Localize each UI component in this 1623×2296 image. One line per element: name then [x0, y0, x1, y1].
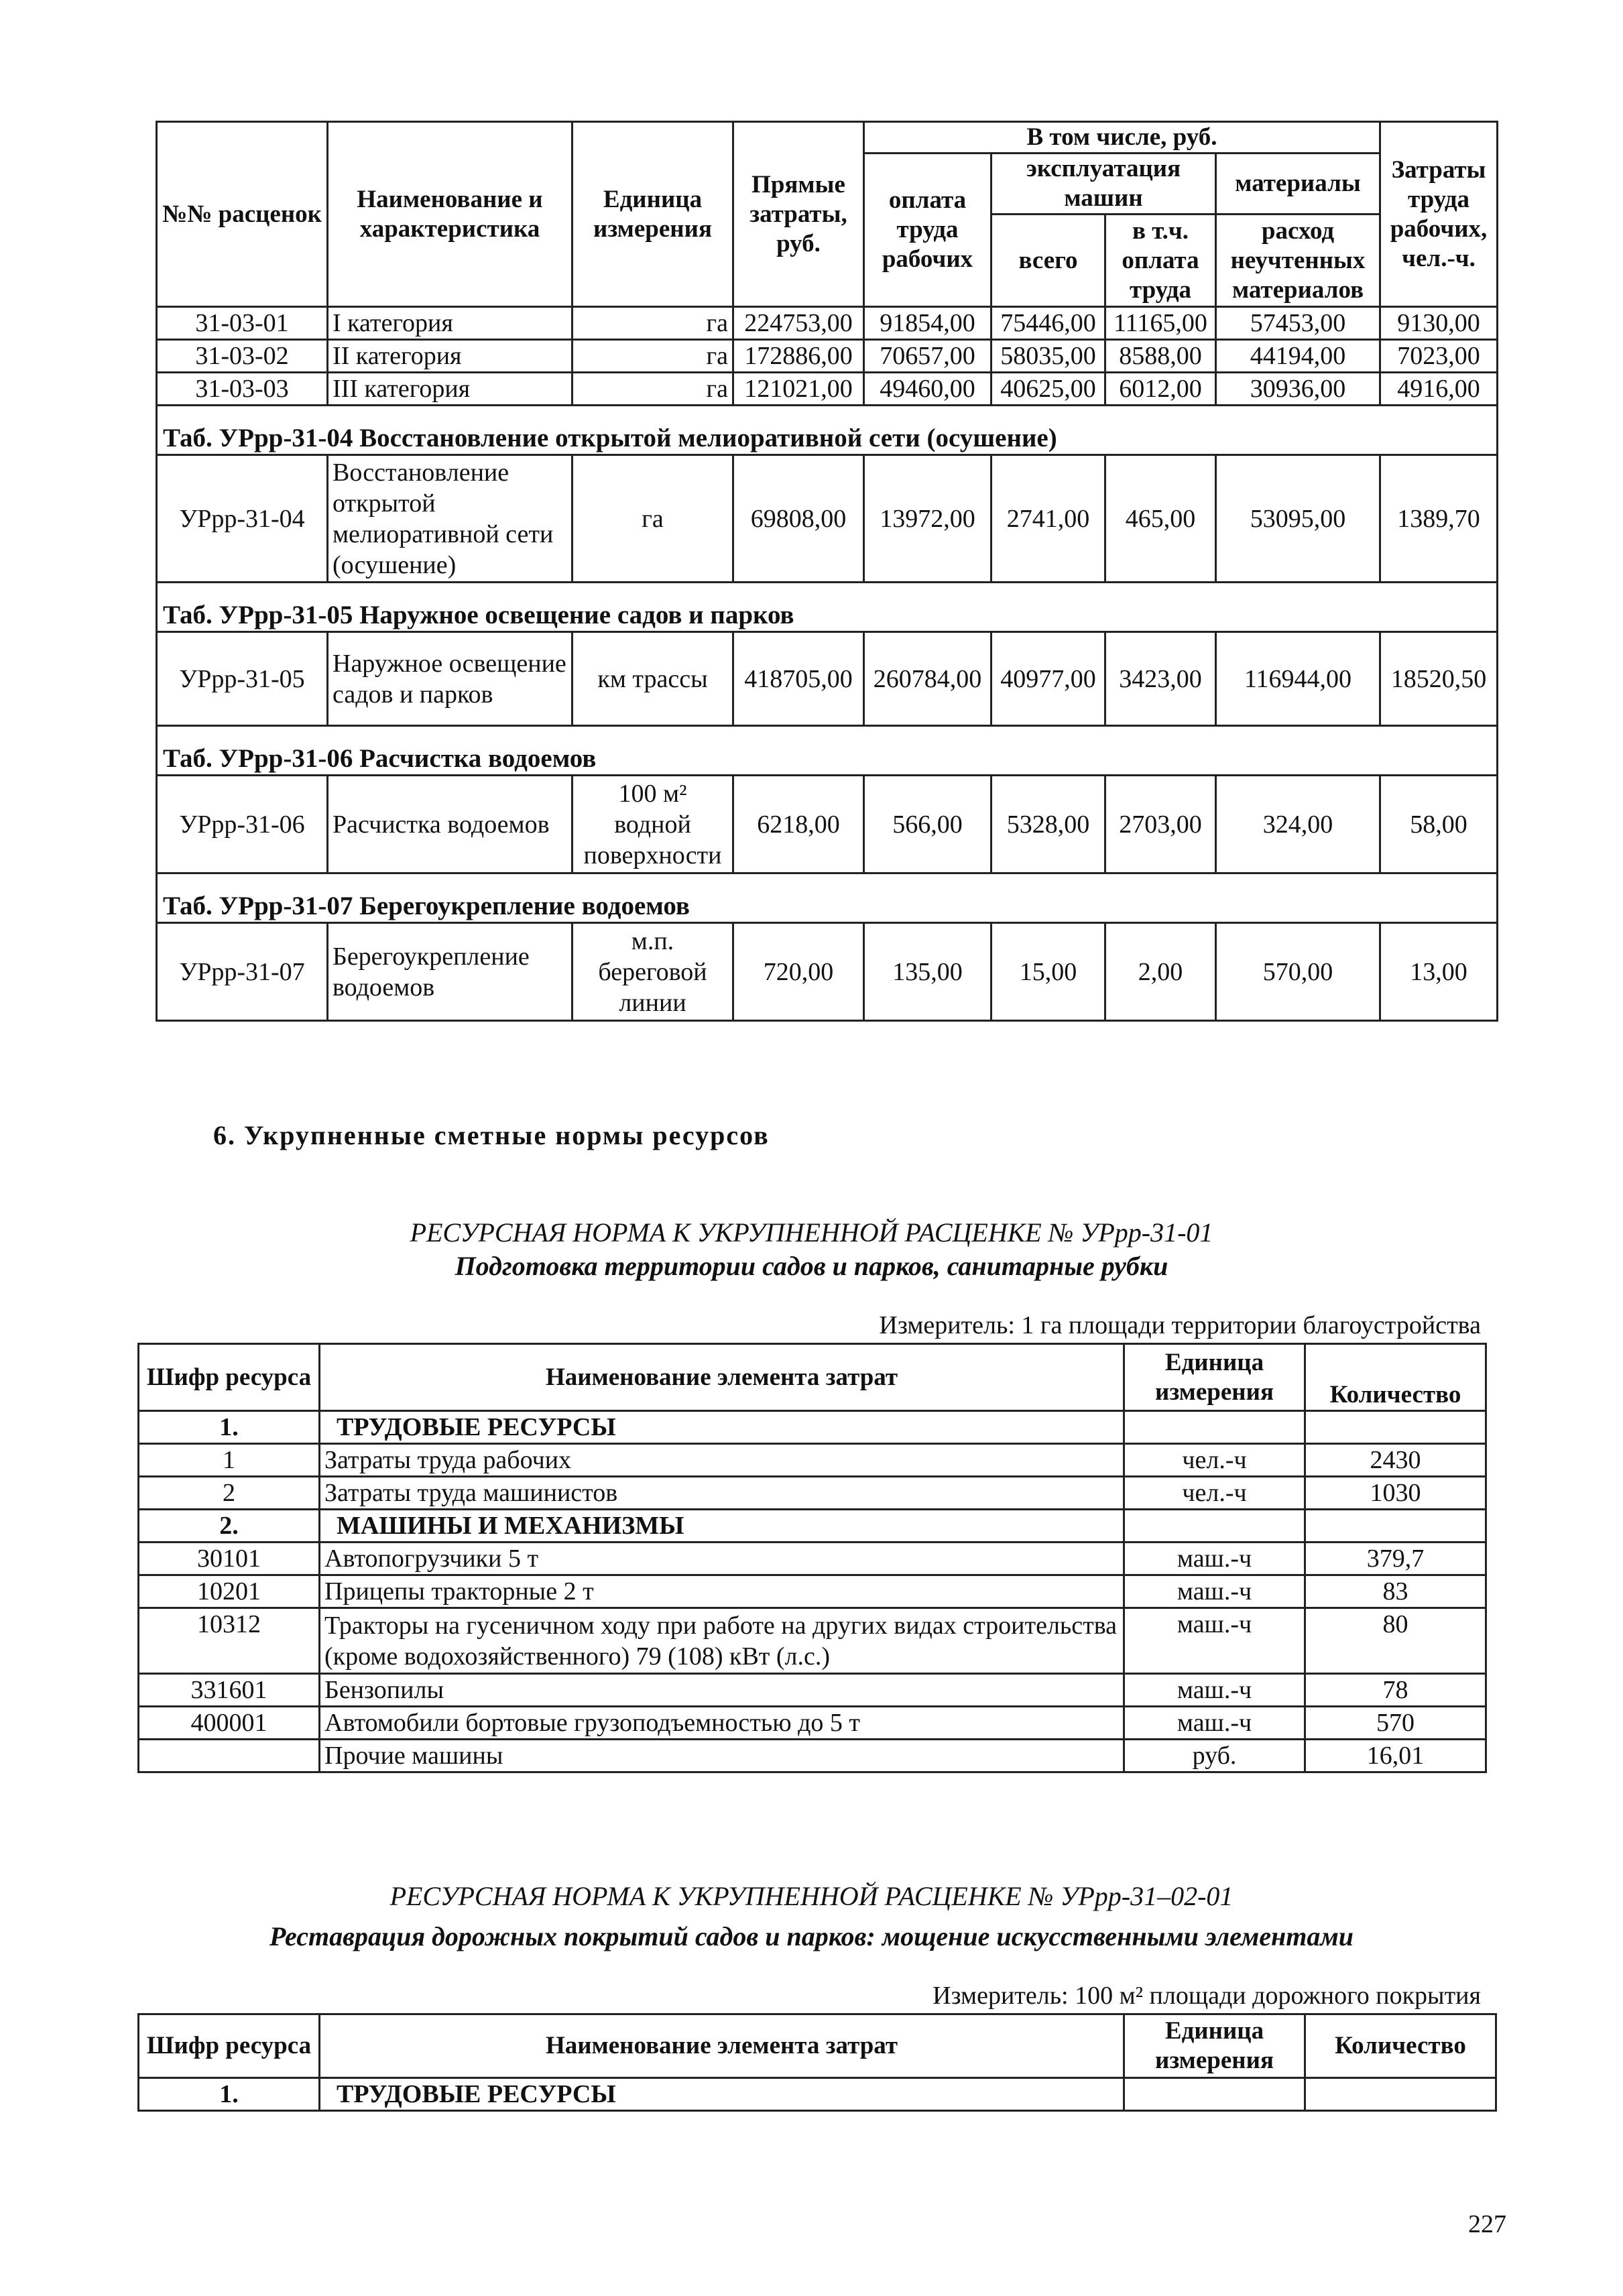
cell-mat: 53095,00	[1216, 455, 1380, 583]
norm2-meter: Измеритель: 100 м² площади дорожного покрытия	[933, 1982, 1481, 2010]
resource-row	[139, 1674, 1486, 1707]
cell-cost: 7023,00	[1380, 340, 1498, 373]
cell-code: 331601	[139, 1674, 320, 1707]
cell-name: II категория	[328, 340, 573, 373]
section-title: Таб. УРрр-31-04 Восстановление открытой мелиоративной сети (осушение)	[157, 406, 1498, 455]
cell-code: 1.	[139, 1411, 320, 1444]
cell-labor: 91854,00	[864, 307, 991, 340]
cell-code: 10312	[139, 1608, 320, 1674]
cell-direct: 172886,00	[733, 340, 864, 373]
cell-unit: га	[573, 373, 733, 406]
cell-unit: 100 м² водной поверхности	[573, 776, 733, 873]
cell-name: Затраты труда рабочих	[320, 1444, 1124, 1477]
resource-row	[139, 1575, 1486, 1608]
cell-direct: 224753,00	[733, 307, 864, 340]
header-unit: Единица измерения	[573, 122, 733, 307]
cell-unit: маш.-ч	[1124, 1608, 1305, 1674]
cell-labor: 49460,00	[864, 373, 991, 406]
section-title: Таб. УРрр-31-07 Берегоукрепление водоемов	[157, 873, 1498, 923]
cell-name: III категория	[328, 373, 573, 406]
cell-mtotal: 5328,00	[991, 776, 1105, 873]
cell-qty: 570	[1305, 1707, 1486, 1740]
resource-row	[139, 1707, 1486, 1740]
cell-direct: 418705,00	[733, 632, 864, 726]
cell-name: Автомобили бортовые грузоподъемностью до 5 т	[320, 1707, 1124, 1740]
cell-cost: 13,00	[1380, 923, 1498, 1021]
cell-labor: 260784,00	[864, 632, 991, 726]
header-labor: оплата труда рабочих	[864, 154, 991, 307]
cell-name: ТРУДОВЫЕ РЕСУРСЫ	[320, 2078, 1124, 2111]
cell-cost: 4916,00	[1380, 373, 1498, 406]
cell-code: УРрр-31-06	[157, 776, 328, 873]
table-row	[157, 455, 1498, 583]
table-row	[157, 923, 1498, 1021]
cell-mat: 44194,00	[1216, 340, 1380, 373]
header-code: Шифр ресурса	[139, 1344, 320, 1411]
group-row	[139, 1510, 1486, 1543]
cell-name: Берегоукрепление водоемов	[328, 923, 573, 1021]
cell-code: УРрр-31-07	[157, 923, 328, 1021]
cell-labor: 70657,00	[864, 340, 991, 373]
norm1-meter: Измеритель: 1 га площади территории благоустройства	[879, 1311, 1481, 1339]
cell-cost: 9130,00	[1380, 307, 1498, 340]
cell-direct: 69808,00	[733, 455, 864, 583]
cell-code: 2.	[139, 1510, 320, 1543]
cell-name: Расчистка водоемов	[328, 776, 573, 873]
cell-mpay: 6012,00	[1105, 373, 1216, 406]
norm2-subtitle: Реставрация дорожных покрытий садов и парков: мощение искусственными элементами	[269, 1921, 1354, 1951]
cell-code: 31-03-02	[157, 340, 328, 373]
cell-qty: 83	[1305, 1575, 1486, 1608]
cell-mat: 570,00	[1216, 923, 1380, 1021]
header-qty: Количество	[1305, 2014, 1496, 2078]
group-row	[139, 2078, 1496, 2111]
cell-qty: 379,7	[1305, 1543, 1486, 1575]
cell-mat: 324,00	[1216, 776, 1380, 873]
cell-mat: 57453,00	[1216, 307, 1380, 340]
cell-qty	[1305, 1510, 1486, 1543]
norm2-table	[137, 2013, 1497, 2112]
header-name: Наименование и характеристика	[328, 122, 573, 307]
cell-name: Восстановление открытой мелиоративной сети (осушение)	[328, 455, 573, 583]
table-row	[157, 340, 1498, 373]
cell-direct: 6218,00	[733, 776, 864, 873]
cell-mtotal: 40625,00	[991, 373, 1105, 406]
cell-mtotal: 40977,00	[991, 632, 1105, 726]
cell-qty: 1030	[1305, 1477, 1486, 1510]
header-mach: эксплуатация машин	[991, 154, 1216, 215]
cell-mpay: 2703,00	[1105, 776, 1216, 873]
cell-unit: маш.-ч	[1124, 1707, 1305, 1740]
cell-name: Бензопилы	[320, 1674, 1124, 1707]
cell-code: 400001	[139, 1707, 320, 1740]
table-row	[157, 632, 1498, 726]
cell-labor: 566,00	[864, 776, 991, 873]
header-cost: Затраты труда рабочих, чел.-ч.	[1380, 122, 1498, 307]
cell-labor: 13972,00	[864, 455, 991, 583]
cell-name: Автопогрузчики 5 т	[320, 1543, 1124, 1575]
norm1-table	[137, 1343, 1487, 1773]
cell-code: УРрр-31-05	[157, 632, 328, 726]
cell-name: МАШИНЫ И МЕХАНИЗМЫ	[320, 1510, 1124, 1543]
resource-row	[139, 1543, 1486, 1575]
group-row	[139, 1411, 1486, 1444]
cell-code: 2	[139, 1477, 320, 1510]
cell-code: 1.	[139, 2078, 320, 2111]
resource-row	[139, 1740, 1486, 1772]
cell-qty	[1305, 1411, 1486, 1444]
table-row	[157, 307, 1498, 340]
cell-code: 31-03-01	[157, 307, 328, 340]
header-mat: материалы	[1216, 154, 1380, 215]
page-number: 227	[1468, 2210, 1506, 2238]
cell-code: УРрр-31-04	[157, 455, 328, 583]
cell-mpay: 11165,00	[1105, 307, 1216, 340]
header-mat-sub: расход неучтенных материалов	[1216, 215, 1380, 307]
cell-name: ТРУДОВЫЕ РЕСУРСЫ	[320, 1411, 1124, 1444]
cell-qty	[1305, 2078, 1496, 2111]
cell-unit: руб.	[1124, 1740, 1305, 1772]
header-direct: Прямые затраты, руб.	[733, 122, 864, 307]
cell-unit: га	[573, 455, 733, 583]
cell-unit	[1124, 1510, 1305, 1543]
cell-unit: чел.-ч	[1124, 1477, 1305, 1510]
cell-code: 31-03-03	[157, 373, 328, 406]
cell-mtotal: 15,00	[991, 923, 1105, 1021]
cell-cost: 58,00	[1380, 776, 1498, 873]
cell-qty: 2430	[1305, 1444, 1486, 1477]
cell-unit	[1124, 2078, 1305, 2111]
resource-row	[139, 1608, 1486, 1674]
cell-code: 10201	[139, 1575, 320, 1608]
resource-row	[139, 1477, 1486, 1510]
cell-code: 30101	[139, 1543, 320, 1575]
cell-name: Затраты труда машинистов	[320, 1477, 1124, 1510]
cell-mtotal: 58035,00	[991, 340, 1105, 373]
cell-name: I категория	[328, 307, 573, 340]
header-code: Шифр ресурса	[139, 2014, 320, 2078]
cell-unit: чел.-ч	[1124, 1444, 1305, 1477]
cell-unit: га	[573, 340, 733, 373]
norm1-subtitle: Подготовка территории садов и парков, санитарные рубки	[455, 1251, 1168, 1281]
cell-unit: м.п. береговой линии	[573, 923, 733, 1021]
cell-cost: 18520,50	[1380, 632, 1498, 726]
cell-unit: маш.-ч	[1124, 1575, 1305, 1608]
header-incl: В том числе, руб.	[864, 122, 1380, 154]
cell-cost: 1389,70	[1380, 455, 1498, 583]
cell-name: Прочие машины	[320, 1740, 1124, 1772]
cell-labor: 135,00	[864, 923, 991, 1021]
cell-name: Наружное освещение садов и парков	[328, 632, 573, 726]
cell-name: Прицепы тракторные 2 т	[320, 1575, 1124, 1608]
header-mach-pay: в т.ч. оплата труда	[1105, 215, 1216, 307]
cell-code	[139, 1740, 320, 1772]
norm1-title: РЕСУРСНАЯ НОРМА К УКРУПНЕННОЙ РАСЦЕНКЕ № УРрр-31-01	[410, 1217, 1213, 1248]
table-row	[157, 373, 1498, 406]
cell-mpay: 2,00	[1105, 923, 1216, 1021]
cell-mtotal: 2741,00	[991, 455, 1105, 583]
cell-mat: 116944,00	[1216, 632, 1380, 726]
cell-qty: 78	[1305, 1674, 1486, 1707]
cell-name: Тракторы на гусеничном ходу при работе на других видах строительства (кроме водохозяйственного) 79 (108) кВт (л.с.)	[320, 1608, 1124, 1674]
header-name: Наименование элемента затрат	[320, 1344, 1124, 1411]
header-name: Наименование элемента затрат	[320, 2014, 1124, 2078]
resource-row	[139, 1444, 1486, 1477]
section-heading: 6. Укрупненные сметные нормы ресурсов	[213, 1120, 770, 1150]
cell-unit: маш.-ч	[1124, 1674, 1305, 1707]
section-title: Таб. УРрр-31-05 Наружное освещение садов и парков	[157, 583, 1498, 632]
cell-unit: км трассы	[573, 632, 733, 726]
header-qty: Количество	[1305, 1344, 1486, 1411]
cell-mpay: 8588,00	[1105, 340, 1216, 373]
cell-unit	[1124, 1411, 1305, 1444]
cell-direct: 720,00	[733, 923, 864, 1021]
cell-mtotal: 75446,00	[991, 307, 1105, 340]
cell-qty: 80	[1305, 1608, 1486, 1674]
rates-table	[156, 121, 1498, 1022]
header-mach-total: всего	[991, 215, 1105, 307]
section-title: Таб. УРрр-31-06 Расчистка водоемов	[157, 726, 1498, 776]
cell-mat: 30936,00	[1216, 373, 1380, 406]
header-unit: Единица измерения	[1124, 1344, 1305, 1411]
header-unit: Единица измерения	[1124, 2014, 1305, 2078]
cell-unit: га	[573, 307, 733, 340]
cell-direct: 121021,00	[733, 373, 864, 406]
cell-mpay: 465,00	[1105, 455, 1216, 583]
cell-mpay: 3423,00	[1105, 632, 1216, 726]
cell-code: 1	[139, 1444, 320, 1477]
norm2-title: РЕСУРСНАЯ НОРМА К УКРУПНЕННОЙ РАСЦЕНКЕ № УРрр-31–02-01	[389, 1881, 1234, 1911]
cell-qty: 16,01	[1305, 1740, 1486, 1772]
cell-unit: маш.-ч	[1124, 1543, 1305, 1575]
table-row	[157, 776, 1498, 873]
header-num: №№ расценок	[157, 122, 328, 307]
